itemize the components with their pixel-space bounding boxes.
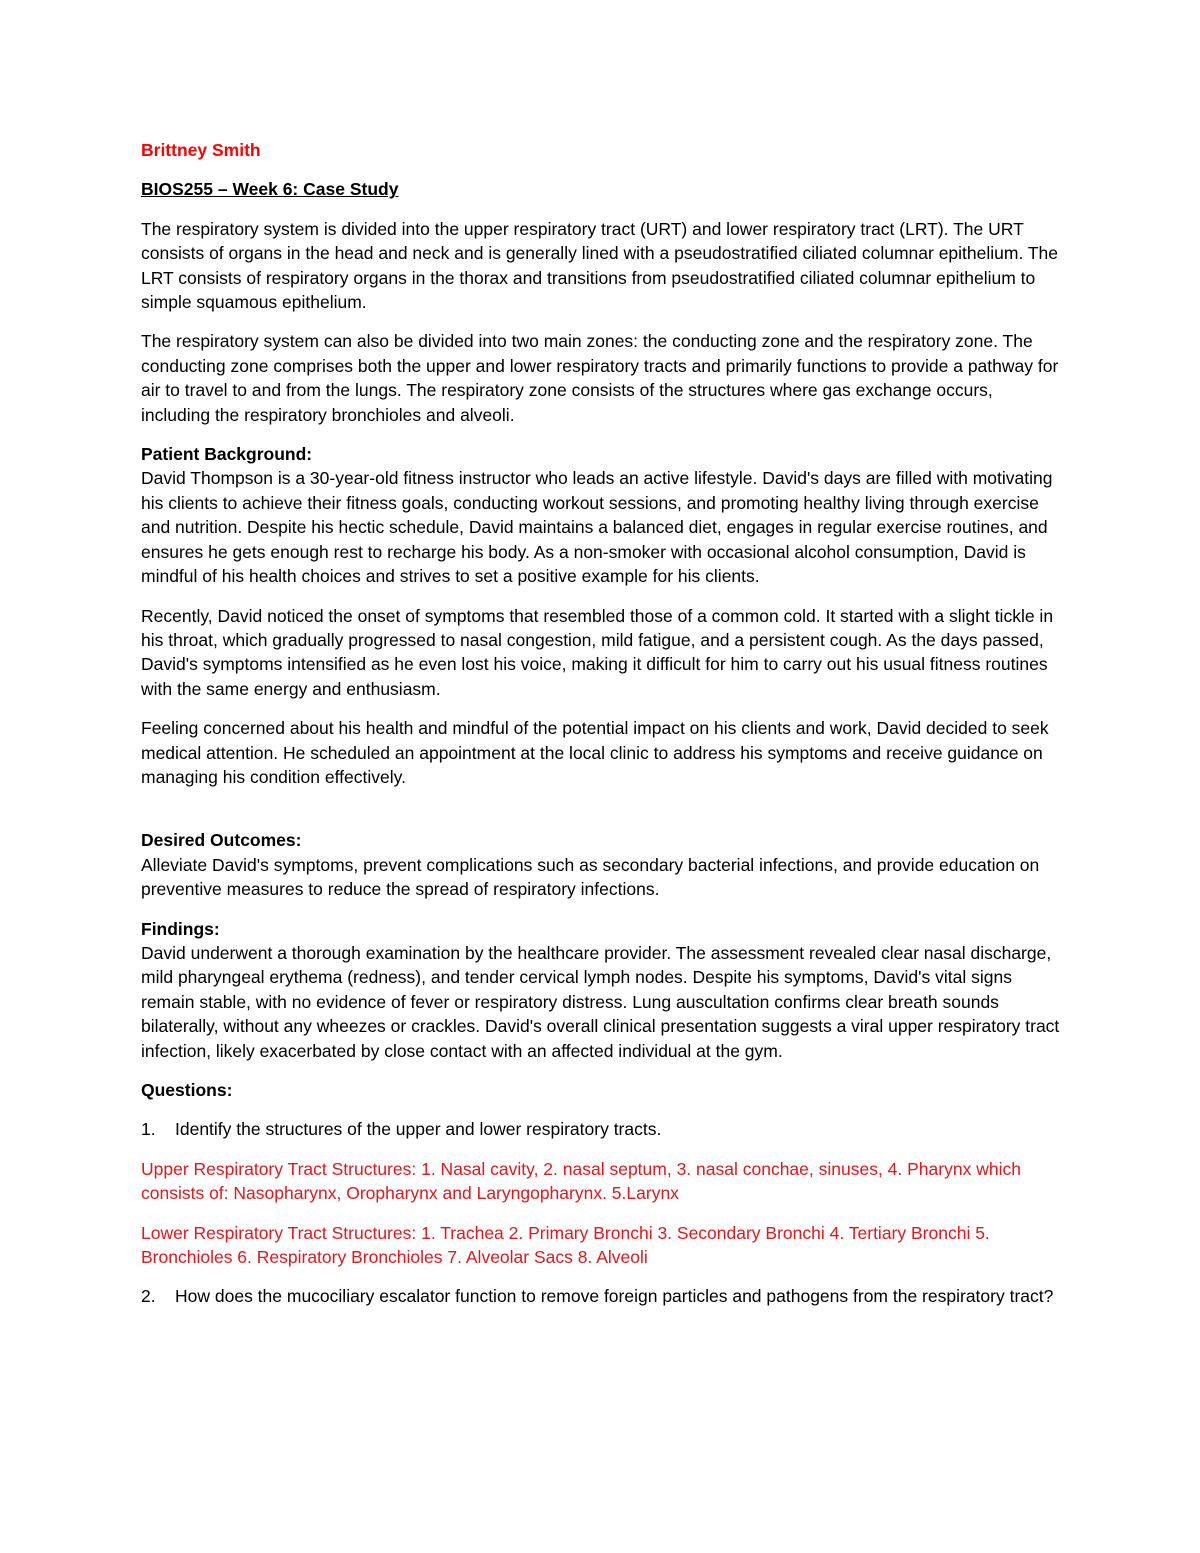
section-heading-patient-background: Patient Background:	[141, 444, 313, 465]
findings-paragraph: David underwent a thorough examination by the healthcare provider. The assessment revealed clear nasal discharge, mild pharyngeal erythema (redness), and tender cervical lymph nodes. Despite his symptoms, David's vital signs remain stable, with no evidence of fever or respiratory distress. Lung auscultation confirms clear breath sounds bilaterally, without any wheezes or crackles. David's overall clinical presentation suggests a viral upper respiratory tract infection, likely exacerbated by close contact with an affected individual at the gym.	[141, 942, 1060, 1061]
answer-upper-tract: Upper Respiratory Tract Structures: 1. Nasal cavity, 2. nasal septum, 3. nasal conchae, sinuses, 4. Pharynx which consists of: Nasopharynx, Oropharynx and Laryngopharynx. 5.Larynx	[141, 1158, 1021, 1204]
document-page	[141, 138, 1061, 1324]
background-paragraph: Feeling concerned about his health and mindful of the potential impact on his clients and work, David decided to seek medical attention. He scheduled an appointment at the local clinic to address his symptoms and receive guidance on managing his condition effectively.	[141, 718, 1049, 787]
intro-paragraph: The respiratory system can also be divided into two main zones: the conducting zone and the respiratory zone. The conducting zone comprises both the upper and lower respiratory tracts and primarily functions to provide a pathway for air to travel to and from the lungs. The respiratory zone consists of the structures where gas exchange occurs, including the respiratory bronchioles and alveoli.	[141, 331, 1059, 425]
background-paragraph: Recently, David noticed the onset of symptoms that resembled those of a common cold. It started with a slight tickle in his throat, which gradually progressed to nasal congestion, mild fatigue, and a persistent cough. As the days passed, David's symptoms intensified as he even lost his voice, making it difficult for him to carry out his usual fitness routines with the same energy and enthusiasm.	[141, 605, 1054, 699]
section-heading-desired-outcomes: Desired Outcomes:	[141, 830, 302, 851]
question-text: How does the mucociliary escalator function to remove foreign particles and pathogens from the respiratory tract?	[175, 1286, 1054, 1307]
answer-lower-tract: Lower Respiratory Tract Structures: 1. Trachea 2. Primary Bronchi 3. Secondary Bronchi 4. Tertiary Bronchi 5. Bronchioles 6. Respiratory Bronchioles 7. Alveolar Sacs 8. Alveoli	[141, 1222, 990, 1268]
document-title: BIOS255 – Week 6: Case Study	[141, 179, 399, 200]
section-heading-findings: Findings:	[141, 918, 220, 939]
intro-paragraph: The respiratory system is divided into the upper respiratory tract (URT) and lower respiratory tract (LRT). The URT consists of organs in the head and neck and is generally lined with a pseudostratified ciliated columnar epithelium. The LRT consists of respiratory organs in the thorax and transitions from pseudostratified ciliated columnar epithelium to simple squamous epithelium.	[141, 218, 1059, 313]
outcomes-paragraph: Alleviate David's symptoms, prevent complications such as secondary bacterial infections, and provide education on preventive measures to reduce the spread of respiratory infections.	[141, 854, 1040, 900]
question-number: 1.	[141, 1119, 156, 1140]
question-item	[141, 1117, 1061, 1141]
question-item	[141, 1284, 1061, 1308]
section-heading-questions: Questions:	[141, 1080, 233, 1100]
question-text: Identify the structures of the upper and lower respiratory tracts.	[175, 1119, 662, 1140]
blank-line	[141, 804, 1061, 828]
question-number: 2.	[141, 1286, 156, 1307]
author-name: Brittney Smith	[141, 140, 261, 160]
background-paragraph: David Thompson is a 30-year-old fitness instructor who leads an active lifestyle. David's days are filled with motivating his clients to achieve their fitness goals, conducting workout sessions, and promoting healthy living through exercise and nutrition. Despite his hectic schedule, David maintains a balanced diet, engages in regular exercise routines, and ensures he gets enough rest to recharge his body. As a non-smoker with occasional alcohol consumption, David is mindful of his health choices and strives to set a positive example for his clients.	[141, 468, 1053, 587]
